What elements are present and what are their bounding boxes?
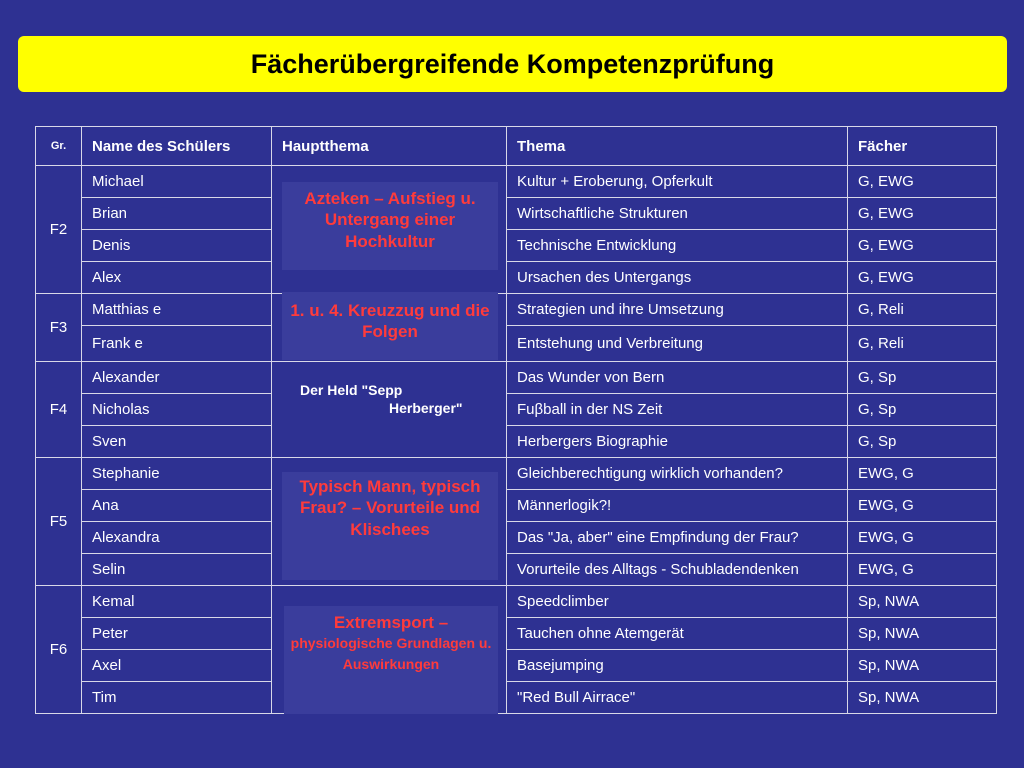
table-row (36, 618, 997, 650)
group-label: F6 (36, 586, 82, 714)
faecher-cell: G, Sp (848, 426, 997, 458)
faecher-cell: G, Sp (848, 362, 997, 394)
group-label: F3 (36, 294, 82, 362)
table-row (36, 326, 997, 362)
student-name: Frank e (82, 326, 272, 362)
hauptthema-f5: Typisch Mann, typisch Frau? – Vorurteile und Klischees (282, 472, 498, 580)
table-row (36, 262, 997, 294)
student-name: Peter (82, 618, 272, 650)
faecher-cell: EWG, G (848, 458, 997, 490)
table-row (36, 230, 997, 262)
faecher-cell: G, Reli (848, 294, 997, 326)
group-label: F4 (36, 362, 82, 458)
thema-cell: Ursachen des Untergangs (507, 262, 848, 294)
thema-cell: Kultur + Eroberung, Opferkult (507, 166, 848, 198)
table-row (36, 166, 997, 198)
thema-cell: Entstehung und Verbreitung (507, 326, 848, 362)
faecher-cell: G, EWG (848, 262, 997, 294)
table-row (36, 682, 997, 714)
thema-cell: Fuβball in der NS Zeit (507, 394, 848, 426)
student-name: Nicholas (82, 394, 272, 426)
table-row (36, 490, 997, 522)
student-name: Axel (82, 650, 272, 682)
header-gr: Gr. (36, 127, 82, 166)
table-row (36, 650, 997, 682)
student-name: Alex (82, 262, 272, 294)
faecher-cell: G, EWG (848, 166, 997, 198)
thema-cell: Strategien und ihre Umsetzung (507, 294, 848, 326)
student-name: Michael (82, 166, 272, 198)
hauptthema-f4 (300, 382, 500, 426)
table-header-row (36, 127, 997, 166)
table-row (36, 294, 997, 326)
thema-cell: Gleichberechtigung wirklich vorhanden? (507, 458, 848, 490)
group-label: F5 (36, 458, 82, 586)
student-name: Denis (82, 230, 272, 262)
faecher-cell: G, Reli (848, 326, 997, 362)
table-row (36, 198, 997, 230)
faecher-cell: Sp, NWA (848, 586, 997, 618)
header-hauptthema: Hauptthema (272, 127, 507, 166)
student-name: Brian (82, 198, 272, 230)
hauptthema-f6 (284, 606, 498, 714)
thema-cell: Herbergers Biographie (507, 426, 848, 458)
hauptthema-f4-line2: Herberger" (389, 399, 463, 416)
thema-cell: Tauchen ohne Atemgerät (507, 618, 848, 650)
table-row (36, 426, 997, 458)
student-name: Ana (82, 490, 272, 522)
hauptthema-f4-line1: Der Held "Sepp (300, 382, 403, 398)
table-row (36, 458, 997, 490)
thema-cell: Basejumping (507, 650, 848, 682)
table-row (36, 554, 997, 586)
student-name: Stephanie (82, 458, 272, 490)
thema-cell: Das "Ja, aber" eine Empfindung der Frau? (507, 522, 848, 554)
table-row (36, 394, 997, 426)
hauptthema-f3: 1. u. 4. Kreuzzug und die Folgen (282, 292, 498, 360)
student-name: Alexander (82, 362, 272, 394)
thema-cell: Das Wunder von Bern (507, 362, 848, 394)
student-name: Matthias e (82, 294, 272, 326)
faecher-cell: EWG, G (848, 490, 997, 522)
table-row (36, 586, 997, 618)
hauptthema-f6-line1: Extremsport – (333, 613, 449, 632)
slide-title: Fächerübergreifende Kompetenzprüfung (18, 36, 1007, 92)
thema-cell: Vorurteile des Alltags - Schubladendenken (507, 554, 848, 586)
thema-cell: Speedclimber (507, 586, 848, 618)
faecher-cell: Sp, NWA (848, 650, 997, 682)
table-row (36, 522, 997, 554)
faecher-cell: G, EWG (848, 230, 997, 262)
student-name: Kemal (82, 586, 272, 618)
competence-table (35, 126, 997, 714)
hauptthema-f6-line2: physiologische Grundlagen u. Auswirkungen (290, 635, 492, 673)
faecher-cell: G, Sp (848, 394, 997, 426)
thema-cell: Männerlogik?! (507, 490, 848, 522)
group-label: F2 (36, 166, 82, 294)
thema-cell: "Red Bull Airrace" (507, 682, 848, 714)
thema-cell: Technische Entwicklung (507, 230, 848, 262)
faecher-cell: G, EWG (848, 198, 997, 230)
header-thema: Thema (507, 127, 848, 166)
header-name: Name des Schülers (82, 127, 272, 166)
faecher-cell: EWG, G (848, 522, 997, 554)
student-name: Alexandra (82, 522, 272, 554)
thema-cell: Wirtschaftliche Strukturen (507, 198, 848, 230)
student-name: Tim (82, 682, 272, 714)
faecher-cell: Sp, NWA (848, 618, 997, 650)
header-faecher: Fächer (848, 127, 997, 166)
faecher-cell: Sp, NWA (848, 682, 997, 714)
student-name: Selin (82, 554, 272, 586)
faecher-cell: EWG, G (848, 554, 997, 586)
table-row (36, 362, 997, 394)
student-name: Sven (82, 426, 272, 458)
hauptthema-f2: Azteken – Aufstieg u. Untergang einer Hochkultur (282, 182, 498, 270)
